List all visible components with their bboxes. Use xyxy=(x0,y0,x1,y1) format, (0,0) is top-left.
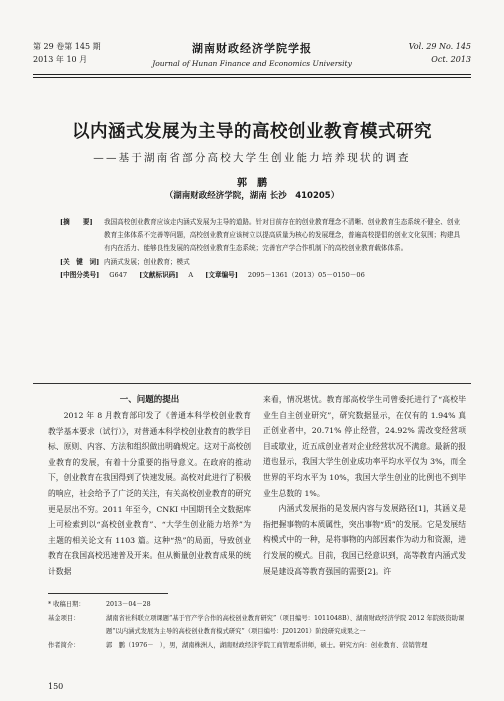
fund-label: 基金项目： xyxy=(48,614,80,622)
journal-name-cn: 湖南财政经济学院学报 xyxy=(192,42,312,55)
body-column-left xyxy=(48,392,251,580)
abstract-row xyxy=(60,216,466,256)
abstract-block xyxy=(60,216,466,282)
volume-issue-en: Vol. 29 No. 145 xyxy=(408,42,471,51)
doc-code-value: A xyxy=(188,270,194,279)
body-column-right xyxy=(263,392,466,579)
journal-name-en: Journal of Hunan Finance and Economics University xyxy=(152,59,352,68)
issue-date-en: Oct. 2013 xyxy=(431,55,471,64)
volume-info-en xyxy=(409,40,471,66)
abstract-rule xyxy=(33,383,471,384)
section-heading: 一、问题的提出 xyxy=(119,395,180,405)
doc-code-label: [文献标识码] xyxy=(139,270,179,279)
article-id-label: [文章编号] xyxy=(205,270,238,279)
body-paragraph: 来看，情况堪忧。教育部高校学生司曾委托进行了“高校毕业生自主创业研究”，研究数据显示，在仅有的 1.94% 真正创业者中，20.71% 停止经营，24.92% 需改变经营项目或歇业，近五成创业者对企业经营状况不满意。最新的报道也显示，我国大学生创业成功率平均水平仅为 3%，而全世界的平均水平为 10%，我国大学生创业的比例也不到毕业生总数的 1%。 xyxy=(263,395,466,498)
footnote-fund xyxy=(48,612,466,639)
keywords-row xyxy=(60,256,466,269)
footnotes xyxy=(48,598,466,652)
footnote-rule xyxy=(48,593,168,594)
article-subtitle: ——基于湖南省部分高校大学生创业能力培养现状的调查 xyxy=(93,152,411,164)
author-affiliation: （湖南财政经济学院，湖南 长沙 410205） xyxy=(164,191,340,201)
abstract-label: [摘 要] xyxy=(60,218,93,226)
article-title: 以内涵式发展为主导的高校创业教育模式研究 xyxy=(72,122,432,142)
fund-text: 湖南省社科联立项课题“基于官产学合作的高校创业教育研究”（项目编号：1011048B）、湖南财政经济学院 2012 年院级资助课题“以内涵式发展为主导的高校创业教育模式研究”（项目编号：J201201）阶段研究成果之一 xyxy=(106,614,465,635)
page-number: 150 xyxy=(48,682,64,691)
body-paragraph: 2012 年 8 月教育部印发了《普通本科学校创业教育教学基本要求（试行）》，对普通本科学校创业教育的教学目标、原则、内容、方法和组织做出明确规定。这对于高校创业教育的发展，有着十分重要的指导意义。在政府的推动下，创业教育在我国得到了快速发展。高校对此进行了积极的响应，社会给予了广泛的关注，有关高校创业教育的研究更是层出不穷。2011 年至今，CNKI 中国期刊全文数据库上可检索到以“高校创业教育”、“大学生创业能力培养”为主题的相关论文有 1103 篇。这种“热”的局面，导致创业教育在我国高校迅速普及开来。但从衡量创业教育成果的统计数据 xyxy=(48,411,251,576)
article-id-value: 2095－1361（2013）05－0150－06 xyxy=(247,270,365,279)
running-header xyxy=(33,40,471,76)
classification-row xyxy=(60,269,466,282)
body-paragraph: 内涵式发展指的是发展内容与发展路径[1]，其涵义是指把握事物的本质属性，突出事物“质”的发展。它是发展结构模式中的一种，是将事物的内部因素作为动力和资源，进行发展的模式。目前，我国已经意识到，高等教育内涵式发展是建设高等教育强国的需要[2]。许 xyxy=(263,504,466,576)
author-bio-text: 郭 鹏（1976－ ），男，湖南株洲人，湖南财政经济学院工商管理系讲师，硕士。研究方向：创业教育、营销管理 xyxy=(106,641,428,649)
author-name: 郭 鹏 xyxy=(237,178,267,189)
received-date: 2013－04－28 xyxy=(106,601,151,608)
footnote-author xyxy=(48,639,466,653)
abstract-text: 我国高校创业教育应该走内涵式发展为主导的道路。针对目前存在的创业教育理念不清晰、创业教育生态系统不健全、创业教育主体体系不完善等问题，高校创业教育应该树立以提高质量为核心的发展理念，普遍高校提倡的创业文化氛围；构建具有内在活力、能够良性发展的高校创业教育生态系统；完善官产学合作机制下的高校创业教育载体体系。 xyxy=(104,218,461,253)
clc-label: [中图分类号] xyxy=(60,270,100,279)
keywords-label: [关 键 词] xyxy=(60,257,100,266)
clc-value: G647 xyxy=(109,270,128,279)
header-rule-thick xyxy=(33,74,471,75)
received-label: * 收稿日期： xyxy=(48,601,85,608)
header-rule-thin xyxy=(33,77,471,78)
journal-name xyxy=(33,40,471,68)
keywords-text: 内涵式发展；创业教育；模式 xyxy=(104,257,190,266)
issue-date: 2013 年 10 月 xyxy=(33,55,88,64)
author-bio-label: 作者简介： xyxy=(48,641,80,649)
volume-issue: 第 29 卷第 145 期 xyxy=(33,42,101,51)
footnote-received xyxy=(48,598,466,612)
